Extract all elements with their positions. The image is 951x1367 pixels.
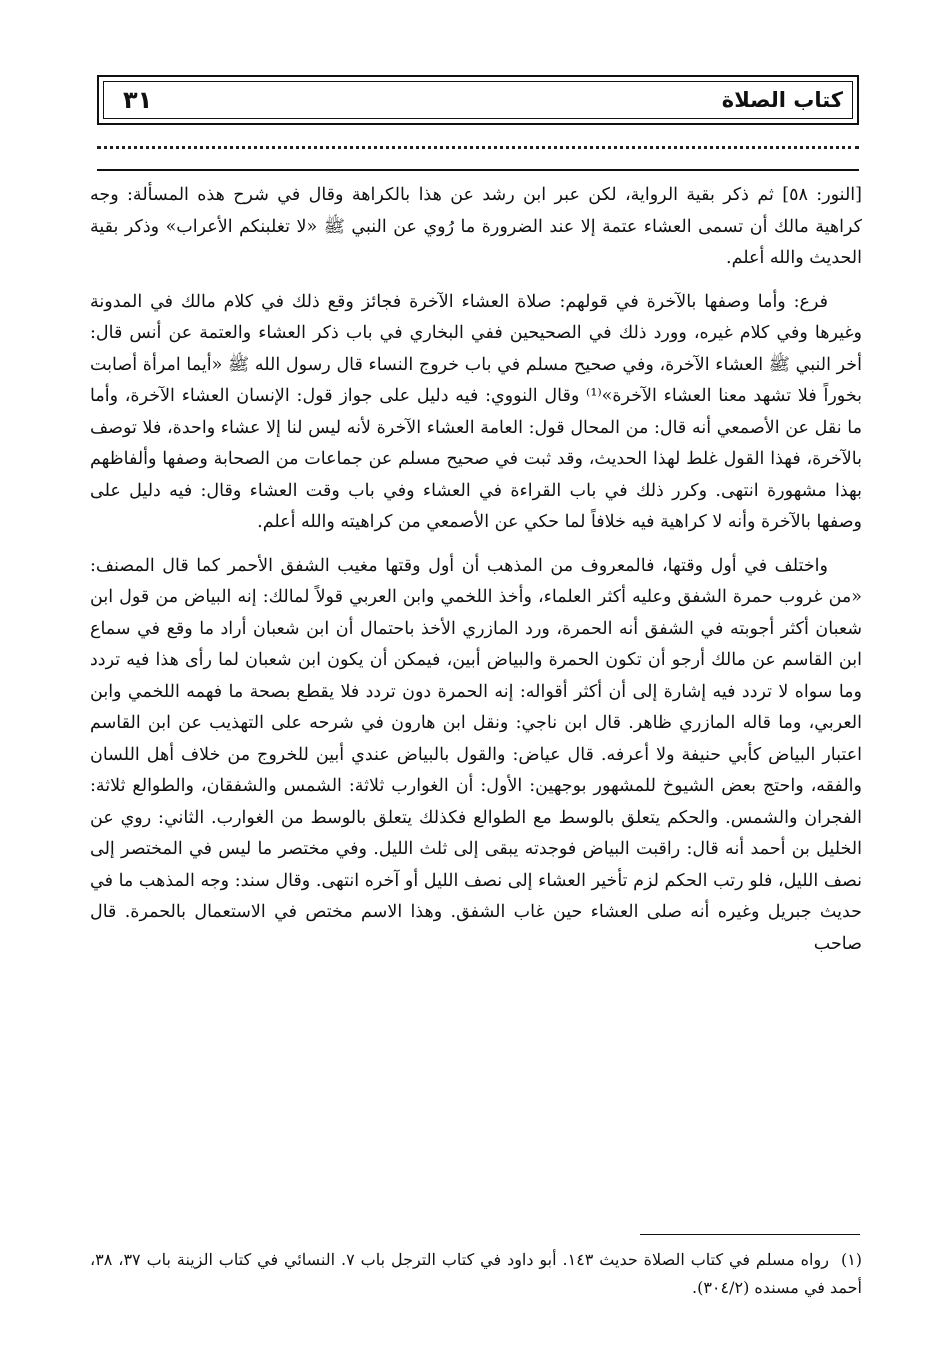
paragraph-time-dispute: واختلف في أول وقتها، فالمعروف من المذهب أن أول وقتها مغيب الشفق الأحمر كما قال المصنف: «من غروب حمرة الشفق وعليه أكثر العلماء، وأخذ اللخمي وابن العربي قولاً لمالك: إنه البياض من قول ابن شعبان أكثر أجوبته في الشفق أنه الحمرة، ورد المازري الأخذ باحتمال أن ابن شعبان أراد ما وقع في سماع ابن القاسم عن مالك أرجو أن تكون الحمرة والبياض أبين، فيمكن أن يكون ابن شعبان لما رأى هذا فيه تردد وما سواه لا تردد فيه إشارة إلى أن أكثر أقواله: إنه الحمرة دون تردد فلا يقطع بصحة ما فهمه اللخمي وابن العربي، وما قاله المازري ظاهر. قال ابن ناجي: ونقل ابن هارون في شرحه على التهذيب عن ابن القاسم اعتبار البياض كأبي حنيفة ولا أعرفه. قال عياض: والقول بالبياض عندي أبين للخروج من خلاف أهل اللسان والفقه، واحتج بعض الشيوخ للمشهور بوجهين: الأول: أن الغوارب ثلاثة: الشمس والشفقان، والطوالع ثلاثة: الفجران والشمس. والحكم يتعلق بالوسط مع الطوالع فكذلك يتعلق بالوسط من الغوارب. الثاني: روي عن الخليل بن أحمد أنه قال: راقبت البياض فوجدته يبقى إلى ثلث الليل. وفي مختصر ما ليس في المختصر إلى نصف الليل، فلو رتب الحكم لزم تأخير العشاء إلى نصف الليل أو آخره انتهى. وقال سند: وجه المذهب ما في حديث جبريل وغيره أنه صلى العشاء حين غاب الشفق. وهذا الاسم مختص في الاستعمال بالحمرة. قال صاحب — [90, 555, 862, 954]
page-number: ٣١ — [123, 86, 153, 114]
running-header — [97, 75, 859, 125]
footnote-divider — [640, 1234, 860, 1235]
header-divider — [97, 169, 859, 171]
footnote-text: رواه مسلم في كتاب الصلاة حديث ١٤٣. أبو داود في كتاب الترجل باب ٧. النسائي في كتاب الزينة باب ٣٧، ٣٨، أحمد في مسنده (٣٠٤/٢). — [90, 1250, 862, 1297]
paragraph-continuation: [النور: ٥٨] ثم ذكر بقية الرواية، لكن عبر ابن رشد عن هذا بالكراهة وقال في شرح هذه المسألة: وجه كراهية مالك أن تسمى العشاء عتمة إلا عند الضرورة ما رُوي عن النبي ﷺ «لا تغلبنكم الأعراب» وذكر بقية الحديث والله أعلم. — [90, 185, 862, 268]
dotted-divider — [97, 146, 859, 149]
footnote — [90, 1246, 862, 1302]
book-title: كتاب الصلاة — [721, 88, 843, 112]
paragraph-branch: فرع: وأما وصفها بالآخرة في قولهم: صلاة العشاء الآخرة فجائز وقع ذلك في كلام مالك في المدونة وغيرها وفي كلام غيره، وورد ذلك في الصحيحين ففي البخاري في باب ذكر العشاء والعتمة عن أنس قال: أخر النبي ﷺ العشاء الآخرة، وفي صحيح مسلم في باب خروج النساء قال رسول الله ﷺ «أيما امرأة أصابت بخوراً فلا تشهد معنا العشاء الآخرة»⁽¹⁾ وقال النووي: فيه دليل على جواز قول: الإنسان العشاء الآخرة، وأما ما نقل عن الأصمعي أنه قال: من المحال قول: العامة العشاء الآخرة لأنه ليس لنا إلا عشاء واحدة، فلا توصف بالآخرة، فهذا القول غلط لهذا الحديث، وقد ثبت في صحيح مسلم عن جماعات من الصحابة وصفها وألفاظهم بهذا مشهورة انتهى. وكرر ذلك في باب القراءة في العشاء وفي باب وقت العشاء وقال: فيه دليل على وصفها بالآخرة وأنه لا كراهية فيه خلافاً لما حكي عن الأصمعي من كراهيته والله أعلم. — [90, 291, 863, 532]
main-text — [90, 180, 862, 972]
footnote-marker: (١) — [840, 1250, 863, 1269]
